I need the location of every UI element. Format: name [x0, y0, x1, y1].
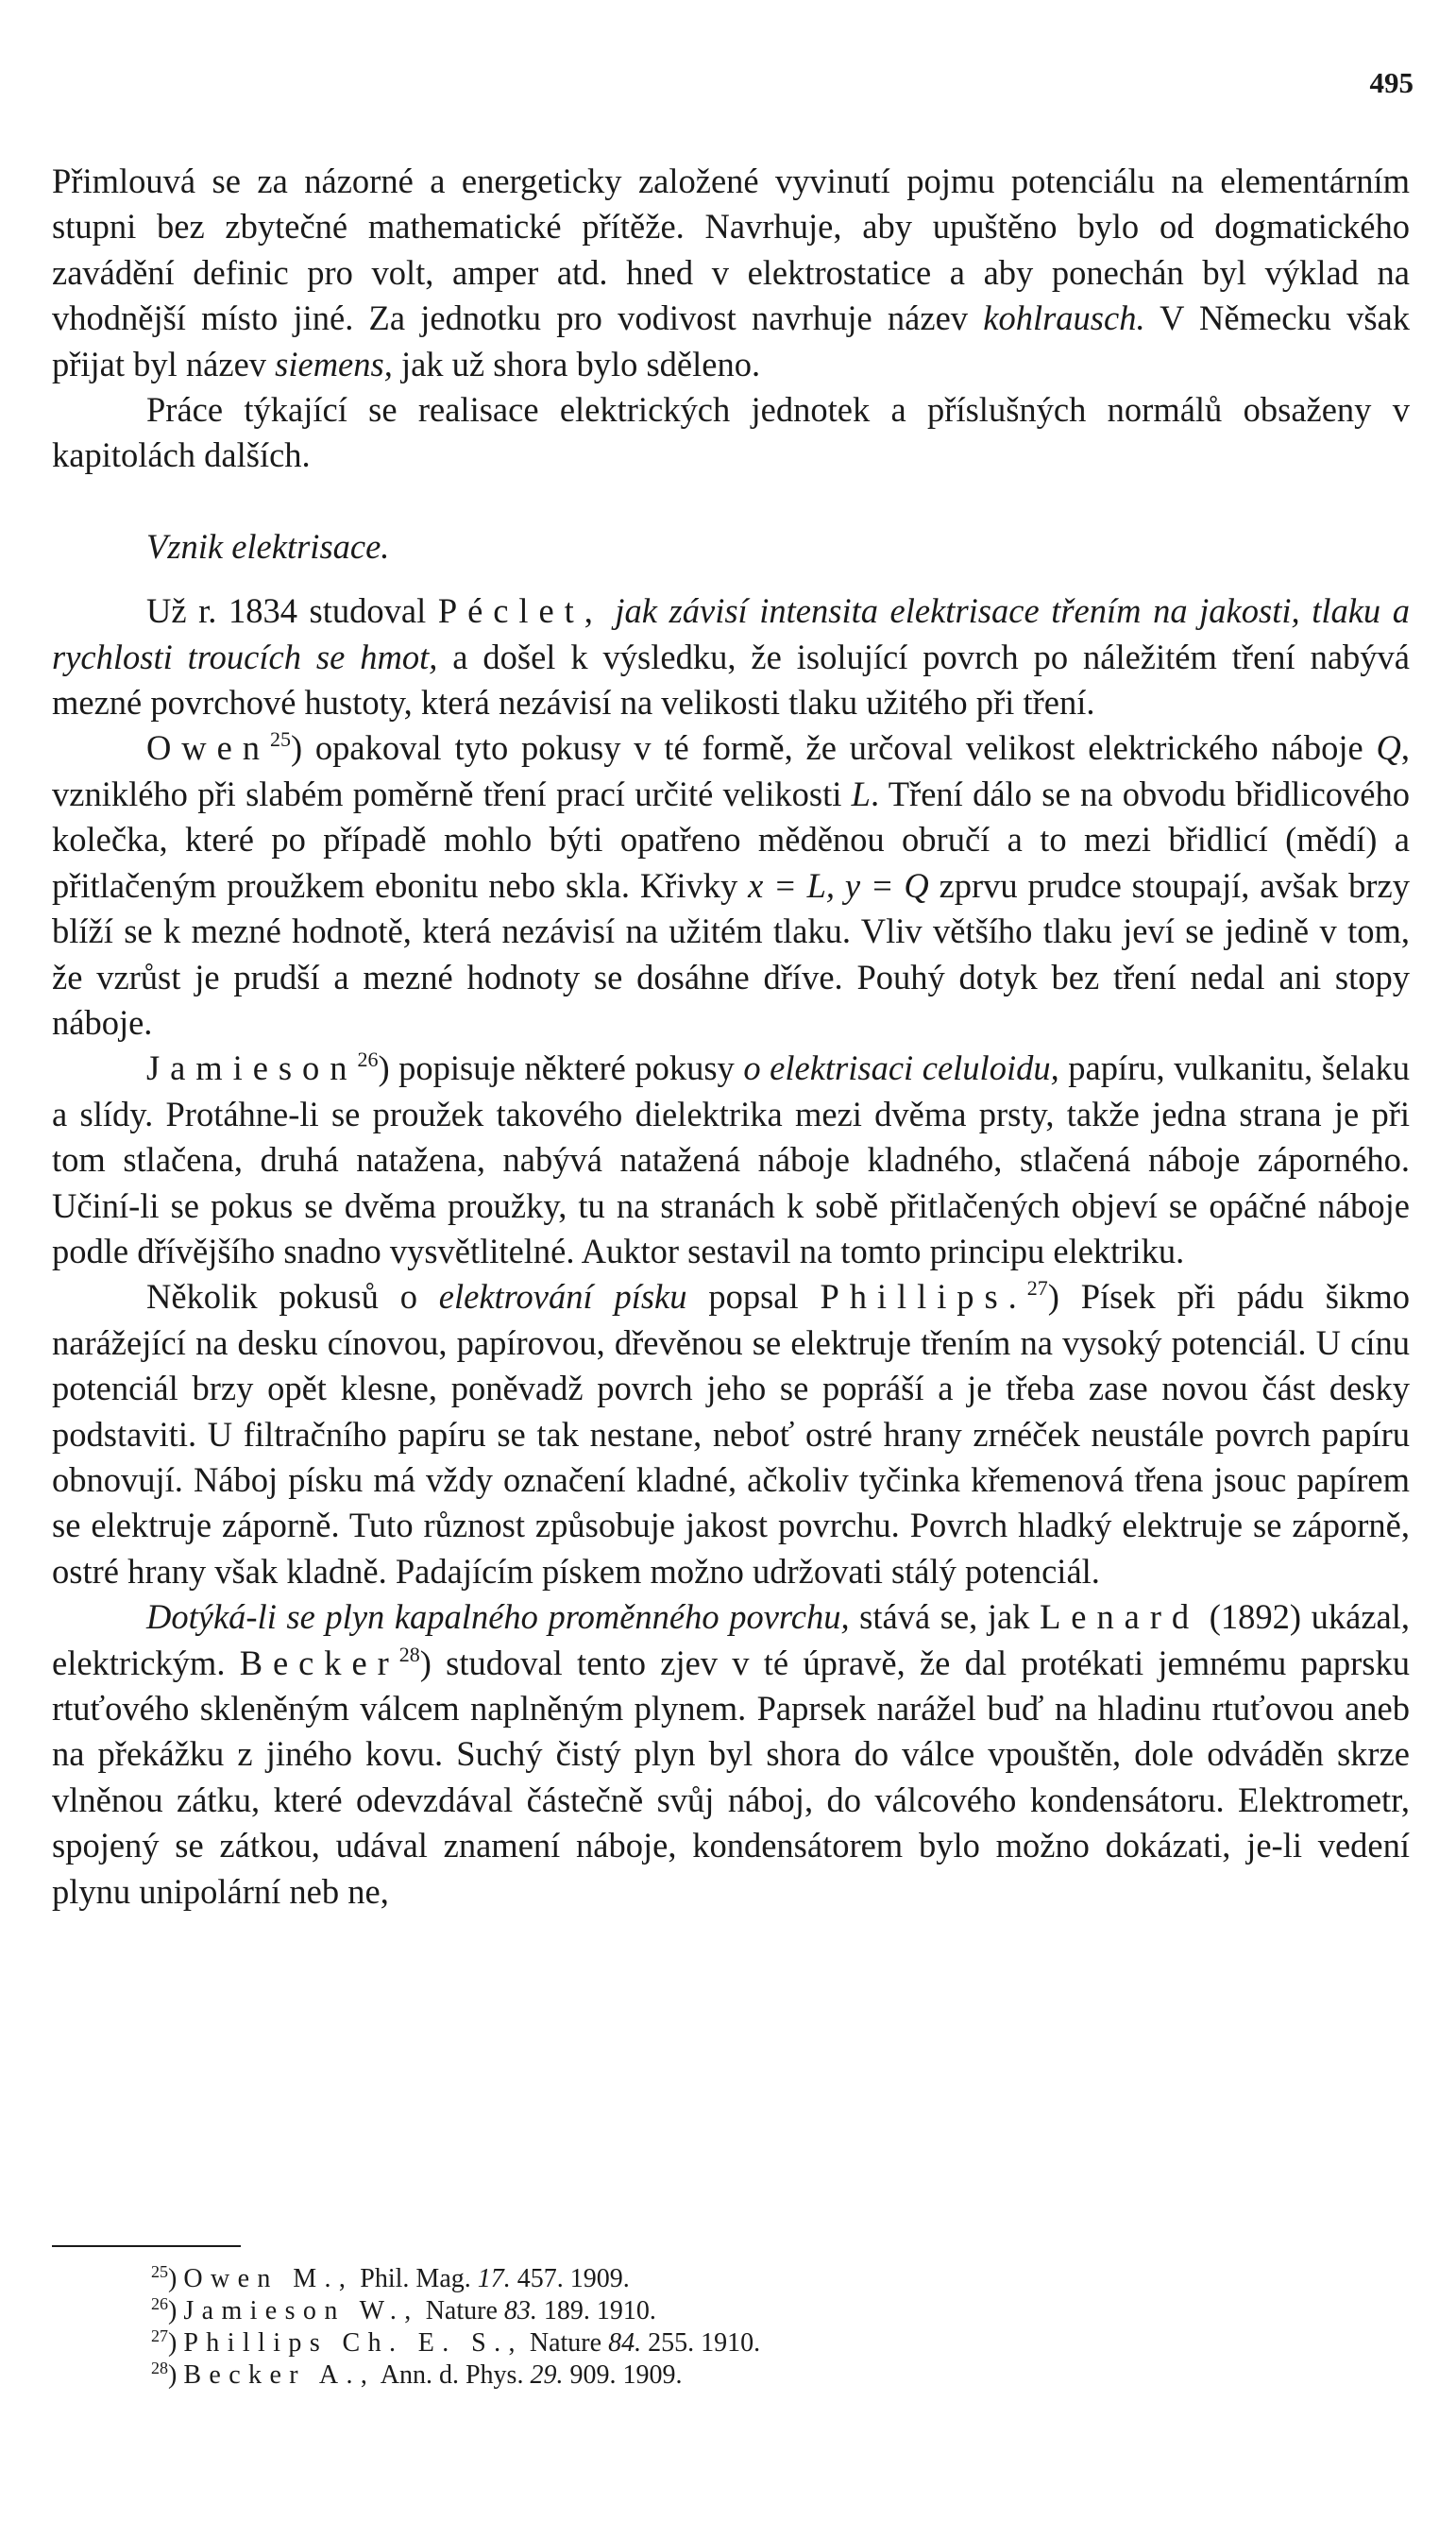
footnotes	[151, 2263, 760, 2392]
author-peclet: Péclet,	[437, 591, 603, 631]
paragraph-3	[52, 588, 1410, 725]
footnote-ref-25: 25	[269, 727, 291, 752]
italic-phrase: Dotýká-li se plyn kapalného proměnného povrchu,	[146, 1597, 850, 1637]
text-run: jak už shora bylo sděleno.	[392, 344, 761, 383]
footnote-volume: 17.	[477, 2264, 511, 2293]
term-kohlrausch: kohlrausch.	[983, 298, 1145, 338]
text-run: zprvu prudce stoupají, avšak brzy blíží se k mezné hodnotě, která nezávisí na užitém tlaku. Vliv většího tlaku jeví se jedině v tom, že vzrůst je prudší a mezné hodnoty se dosáhne dříve. Pouhý dotyk bez tření nedal ani stopy náboje.	[52, 865, 1411, 1042]
footnote-volume: 84.	[608, 2328, 642, 2358]
text-run: V Německu však přijat byl název	[52, 298, 1411, 383]
author-lenard: Lenard	[1040, 1597, 1200, 1637]
paragraph-6	[52, 1274, 1410, 1594]
author-becker: Becker	[239, 1643, 399, 1682]
footnote-author: Becker A.,	[183, 2360, 376, 2390]
footnote-ref-27: 27	[1026, 1276, 1048, 1301]
footnote-author: Jamieson W.,	[183, 2296, 419, 2325]
footnote-pages: 189. 1910.	[536, 2296, 656, 2325]
footnote-mark: 28	[151, 2359, 168, 2377]
body-text	[52, 159, 1410, 1915]
paragraph-2: Práce týkající se realisace elektrických jednotek a příslušných normálů obsaženy v kapitolách dalších.	[52, 390, 1410, 475]
text-run: ) studoval tento zjev v té úpravě, že dal protékati jemnému paprsku rtuťového skleněným válcem naplněným plynem. Paprsek narážel buď na hladinu rtuťovou aneb na překážku z jiného kovu. Suchý čistý plyn byl shora do válce vpouštěn, dole odváděn skrze vlněnou zátku, které odevzdával částečně svůj náboj, do válcového kondensátoru. Elektrometr, spojený se zátkou, udával znamení náboje, kondensátorem bylo možno dokázati, je-li vedení plynu unipolární neb ne,	[52, 1643, 1410, 1911]
footnote-source: Phil. Mag.	[353, 2264, 478, 2293]
footnote-mark: 26	[151, 2294, 168, 2313]
author-jamieson: Jamieson	[146, 1048, 358, 1088]
page-number: 495	[1369, 66, 1414, 99]
symbol-q: Q	[1376, 728, 1401, 768]
footnote-author: Owen M.,	[183, 2264, 354, 2293]
footnote-ref-28: 28	[398, 1642, 420, 1666]
formula: x = L, y = Q	[748, 865, 929, 905]
footnote-mark: 27	[151, 2326, 168, 2345]
text-run: Už r. 1834 studoval	[146, 591, 438, 631]
footnote-separator	[52, 2245, 241, 2247]
text-run: stává se, jak	[849, 1597, 1041, 1637]
text-run: , vzniklého při slabém poměrně tření prací určité velikosti	[52, 728, 1410, 813]
text-run: Přimlouvá se za názorné a energeticky založené vyvinutí pojmu potenciálu na elementárním stupni bez zbytečné mathematické přítěže. Navrhuje, aby upuštěno bylo od dogmatického zavádění definic pro volt, amper atd. hned v elektrostatice a aby ponechán byl výklad na vhodnější místo jiné. Za jednotku pro vodivost navrhuje název	[52, 162, 1410, 338]
italic-phrase: o elektrisaci celuloidu,	[743, 1048, 1059, 1088]
paragraph-7	[52, 1594, 1410, 1915]
text-run: ) opakoval tyto pokusy v té formě, že určoval velikost elektrického náboje	[290, 728, 1377, 768]
term-siemens: siemens,	[275, 344, 393, 383]
author-phillips: Phillips.	[820, 1277, 1027, 1317]
italic-phrase: jak závisí intensita elektrisace třením na jakosti, tlaku a rychlosti troucích se hmot,	[52, 591, 1411, 676]
footnote-pages: 909. 1909.	[563, 2360, 683, 2390]
footnote-volume: 83.	[503, 2296, 537, 2325]
paragraph-4	[52, 725, 1410, 1046]
footnote-27: $^{27}$) Phillips Ch. E. S., Nature 84. 255. 1910.	[151, 2326, 761, 2358]
footnote-25: $^{25}$) Owen M., Phil. Mag. 17. 457. 1909.	[151, 2262, 630, 2293]
text-run: (1892) ukázal, elektrickým.	[52, 1597, 1410, 1682]
paragraph-1	[52, 159, 1410, 387]
paragraph-5	[52, 1046, 1410, 1274]
section-heading: Vznik elektrisace.	[146, 526, 390, 566]
text-run: a došel k výsledku, že isolující povrch po náležitém tření nabývá mezné povrchové hustoty, která nezávisí na velikosti tlaku užitého při tření.	[52, 637, 1411, 723]
footnote-28: $^{28}$) Becker A., Ann. d. Phys. 29. 909. 1909.	[151, 2359, 683, 2390]
footnote-source: Nature	[418, 2296, 504, 2325]
footnote-pages: 255. 1910.	[641, 2328, 761, 2358]
symbol-l: L	[851, 774, 871, 813]
text-run: Několik pokusů o	[146, 1277, 439, 1317]
text-run: . Tření dálo se na obvodu břidlicového kolečka, které po případě mohlo býti opatřeno měděnou obručí a to mezi břidlicí (mědí) a přitlačeným proužkem ebonitu nebo skla. Křivky	[52, 774, 1410, 905]
text-run: papíru, vulkanitu, šelaku a slídy. Protáhne-li se proužek takového dielektrika mezi dvěma prsty, takže jedna strana je při tom stlačena, druhá natažena, nabývá natažená náboje kladného, stlačená náboje záporného. Učiní-li se pokus se dvěma proužky, tu na stranách k sobě přitlačených objeví se opáčné náboje podle dřívějšího snadno vysvětlitelné. Auktor sestavil na tomto principu elektriku.	[52, 1048, 1410, 1270]
footnote-pages: 457. 1909.	[510, 2264, 630, 2293]
footnote-volume: 29.	[530, 2360, 564, 2390]
footnote-26: $^{26}$) Jamieson W., Nature 83. 189. 1910.	[151, 2294, 656, 2325]
footnote-author: Phillips Ch. E. S.,	[183, 2328, 523, 2358]
text-run: ) Písek při pádu šikmo narážející na desku cínovou, papírovou, dřevěnou se elektruje třením na vysoký potenciál. U cínu potenciál brzy opět klesne, poněvadž povrch jeho se popráší a je třeba zase novou část desky podstaviti. U filtračního papíru se tak nestane, neboť ostré hrany zrnéček neustále povrch papíru obnovují. Náboj písku má vždy označení kladné, ačkoliv tyčinka křemenová třena jsouc papírem se elektruje záporně. Tuto různost způsobuje jakost povrchu. Povrch hladký elektruje se záporně, ostré hrany však kladně. Padajícím pískem možno udržovati stálý potenciál.	[52, 1277, 1411, 1591]
italic-phrase: elektrování písku	[438, 1277, 687, 1317]
text-run: ) popisuje některé pokusy	[378, 1048, 744, 1088]
footnote-ref-26: 26	[357, 1048, 379, 1072]
author-owen: Owen	[146, 728, 270, 768]
footnote-mark: 25	[151, 2262, 168, 2281]
text-run: popsal	[686, 1277, 821, 1317]
footnote-source: Nature	[522, 2328, 609, 2358]
footnote-source: Ann. d. Phys.	[375, 2360, 531, 2390]
